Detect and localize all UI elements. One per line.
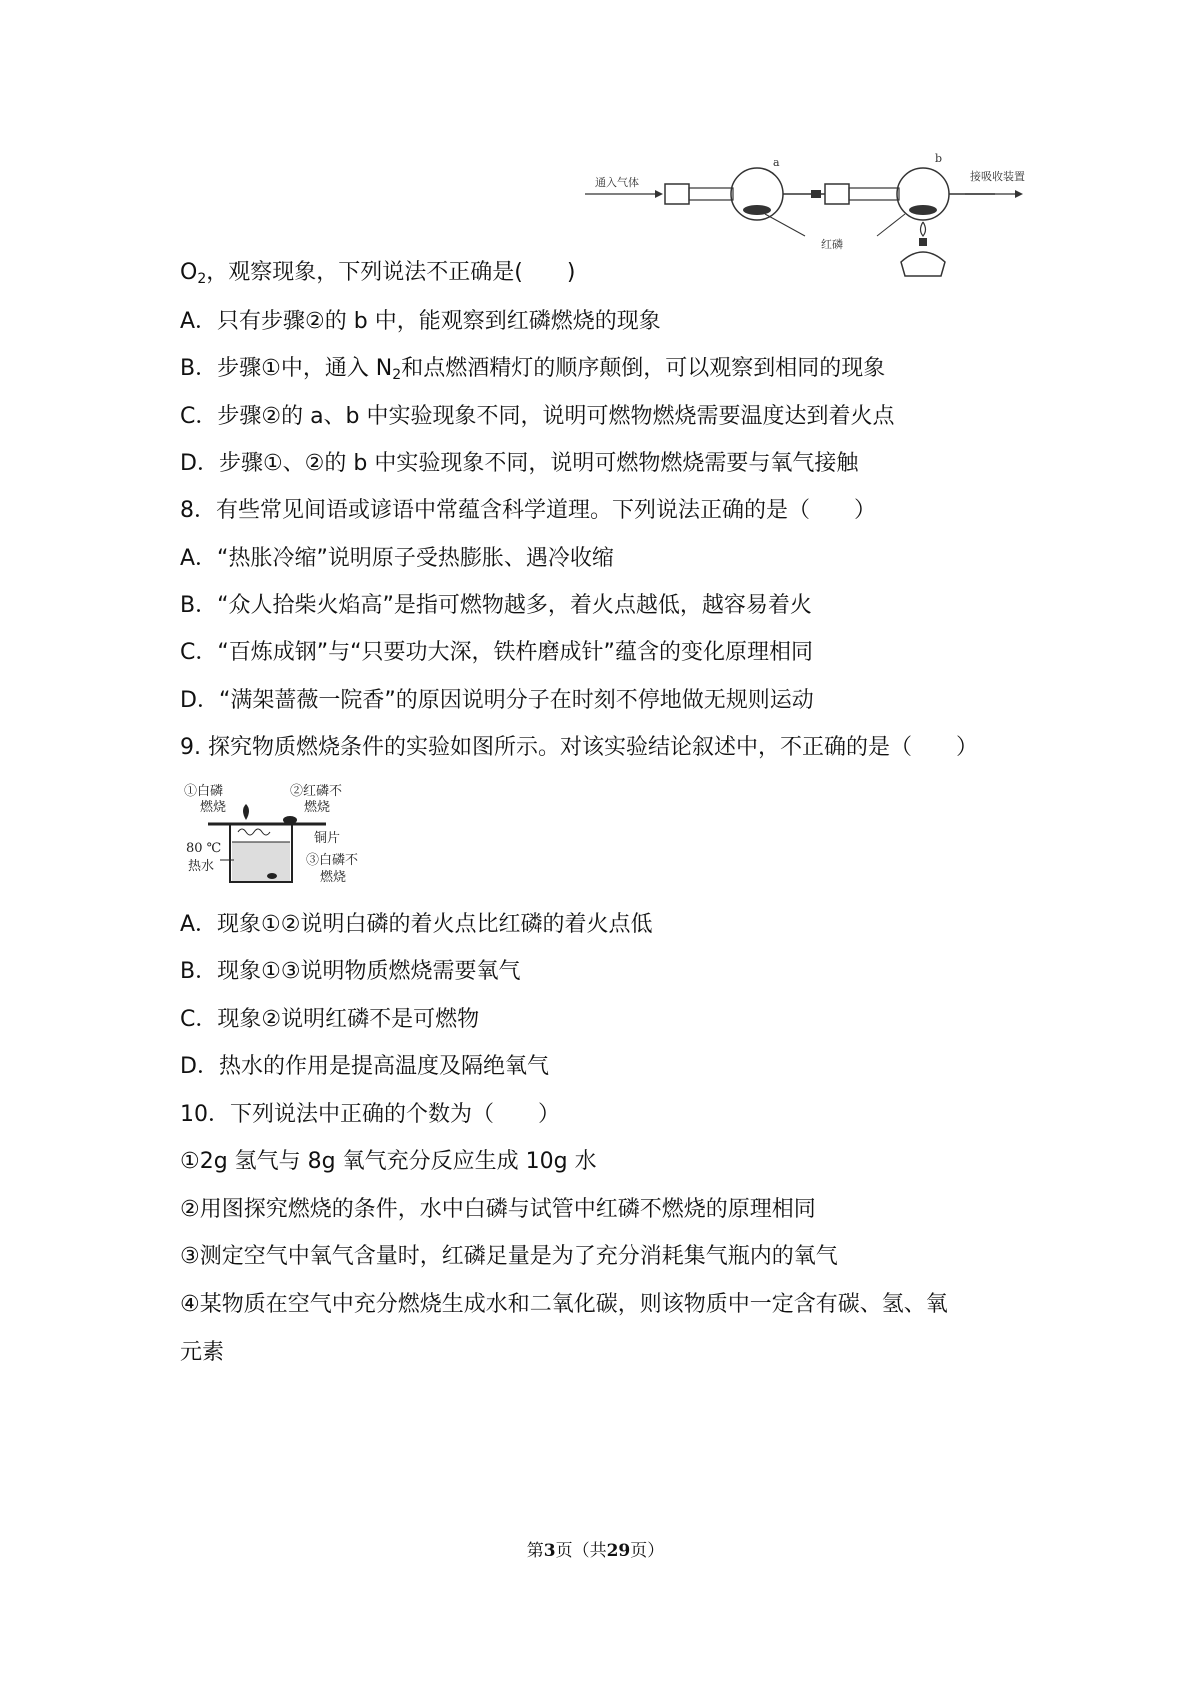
q10-item-4-cont: 元素	[180, 1340, 225, 1365]
q10-stem: 10．下列说法中正确的个数为（ ）	[180, 1102, 560, 1127]
q10-item-2: ②用图探究燃烧的条件，水中白磷与试管中红磷不燃烧的原理相同	[180, 1197, 816, 1222]
q8-option-c: C．“百炼成钢”与“只要功大深，铁杵磨成针”蕴含的变化原理相同	[180, 640, 813, 665]
gas-in-label: 通入气体	[595, 176, 639, 189]
fig-label-2a: ②红磷不	[290, 784, 343, 799]
q8-option-a: A．“热胀冷缩”说明原子受热膨胀、遇冷收缩	[180, 546, 614, 571]
fig-copper-label: 铜片	[314, 831, 341, 846]
q9-option-d: D．热水的作用是提高温度及隔绝氧气	[180, 1054, 549, 1079]
q7-option-c: C．步骤②的 a、b 中实验现象不同，说明可燃物燃烧需要温度达到着火点	[180, 404, 895, 429]
absorber-label: 接吸收装置	[970, 170, 1025, 183]
fig-label-1a: ①白磷	[184, 784, 224, 799]
red-phosphorus-label: 红磷	[821, 238, 843, 251]
q8-stem: 8．有些常见间语或谚语中常蕴含科学道理。下列说法正确的是（ ）	[180, 498, 876, 523]
q10-item-1: ①2g 氢气与 8g 氧气充分反应生成 10g 水	[180, 1149, 597, 1174]
q7-option-d: D．步骤①、②的 b 中实验现象不同，说明可燃物燃烧需要与氧气接触	[180, 451, 859, 476]
bulb-a-label: a	[773, 156, 780, 169]
q7-option-a: A．只有步骤②的 b 中，能观察到红磷燃烧的现象	[180, 309, 661, 334]
fig-water-label: 热水	[188, 859, 215, 874]
q10-item-4: ④某物质在空气中充分燃烧生成水和二氧化碳，则该物质中一定含有碳、氢、氧	[180, 1292, 948, 1317]
q8-option-b: B．“众人拾柴火焰高”是指可燃物越多，着火点越低，越容易着火	[180, 593, 812, 618]
fig-label-2b: 燃烧	[304, 800, 331, 815]
combustion-experiment-figure	[182, 780, 382, 888]
fig-label-3b: 燃烧	[320, 870, 347, 885]
q9-stem: 9. 探究物质燃烧条件的实验如图所示。对该实验结论叙述中，不正确的是（ ）	[180, 735, 978, 760]
q7-stem: $O_2$，观察现象，下列说法不正确是( )	[180, 260, 576, 287]
fig-temp-label: 80 ℃	[186, 841, 222, 856]
apparatus-figure	[585, 152, 1025, 282]
fig-label-1b: 燃烧	[200, 800, 227, 815]
fig-label-3a: ③白磷不	[306, 853, 359, 868]
q9-option-c: C．现象②说明红磷不是可燃物	[180, 1007, 480, 1032]
q9-option-b: B．现象①③说明物质燃烧需要氧气	[180, 959, 521, 984]
page-footer: 第3页（共29页）	[526, 1541, 665, 1561]
q8-option-d: D．“满架蔷薇一院香”的原因说明分子在时刻不停地做无规则运动	[180, 688, 814, 713]
bulb-b-label: b	[935, 152, 943, 165]
q9-option-a: A．现象①②说明白磷的着火点比红磷的着火点低	[180, 912, 653, 937]
q10-item-3: ③测定空气中氧气含量时，红磷足量是为了充分消耗集气瓶内的氧气	[180, 1244, 838, 1269]
q7-option-b: B．步骤①中，通入 $N_2$和点燃酒精灯的顺序颠倒，可以观察到相同的现象	[180, 356, 886, 383]
total-pages: 29	[606, 1541, 631, 1561]
current-page: 3	[543, 1541, 556, 1561]
